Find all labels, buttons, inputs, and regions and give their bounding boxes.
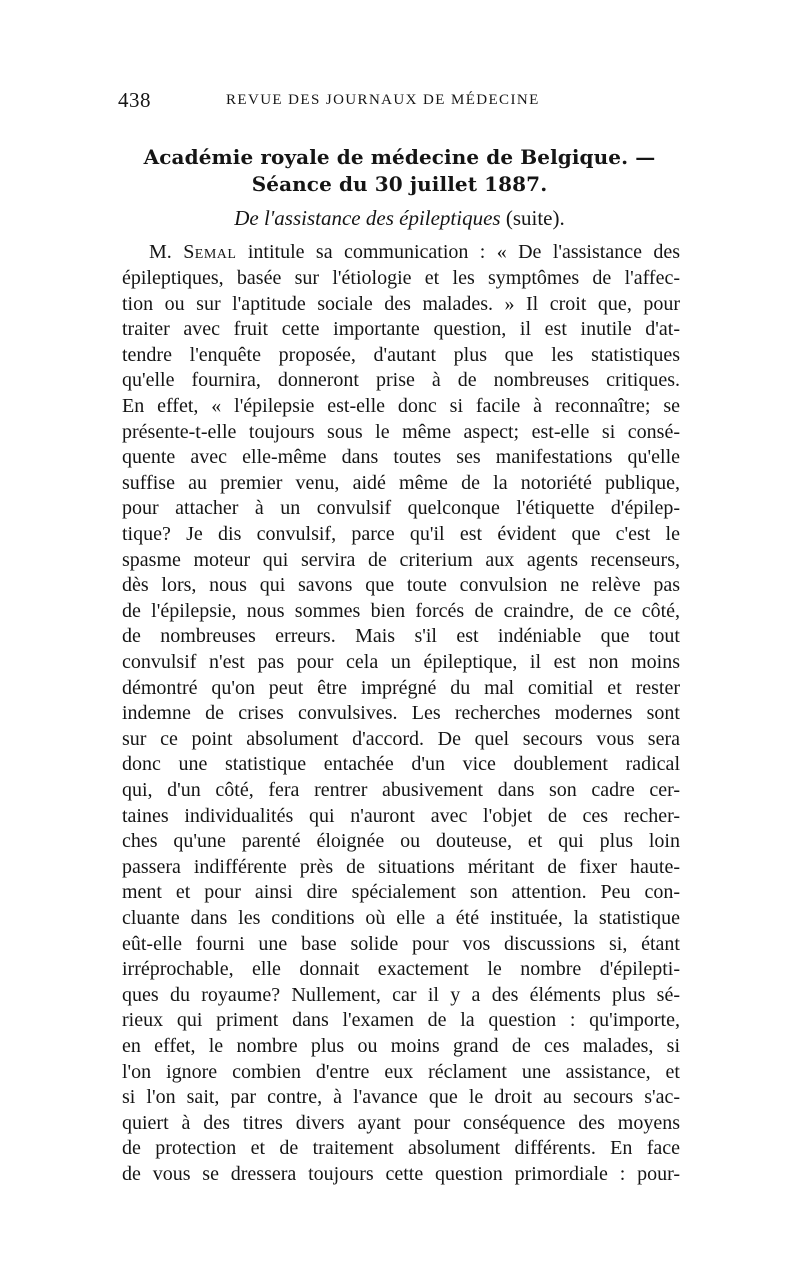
body-line: ment et pour ainsi dire spécialement son attention. Peu con-: [122, 881, 680, 904]
body-line: de vous se dressera toujours cette question primordiale : pour-: [122, 1163, 680, 1185]
body-line: de l'épilepsie, nous sommes bien forcés de craindre, de ce côté,: [122, 599, 680, 622]
body-line: ques du royaume? Nullement, car il y a des éléments plus sé-: [122, 983, 680, 1006]
body-line: en effet, le nombre plus ou moins grand de ces malades, si: [122, 1035, 680, 1057]
heading-line-2: Séance du 30 juillet 1887.: [251, 172, 548, 196]
page-number: 438: [118, 88, 151, 112]
body-line: taines individualités qui n'auront avec l'objet de ces recher-: [122, 804, 680, 827]
body-line: de nombreuses erreurs. Mais s'il est indéniable que tout: [122, 625, 680, 648]
body-line: rieux qui priment dans l'examen de la question : qu'importe,: [122, 1009, 680, 1032]
body-line: donc une statistique entachée d'un vice doublement radical: [122, 753, 680, 776]
body-line: passera indifférente près de situations méritant de fixer haute-: [122, 855, 680, 878]
body-line: démontré qu'on peut être imprégné du mal comitial et rester: [122, 676, 680, 699]
body-line: cluante dans les conditions où elle a été instituée, la statistique: [122, 907, 680, 929]
body-line: si l'on sait, par contre, à l'avance que le droit au secours s'ac-: [122, 1086, 680, 1109]
body-line: traiter avec fruit cette importante question, il est inutile d'at-: [122, 318, 680, 341]
body-line: quiert à des titres divers ayant pour conséquence des moyens: [122, 1111, 680, 1134]
article-heading: [112, 144, 687, 198]
body-line: tique? Je dis convulsif, parce qu'il est évident que c'est le: [122, 523, 680, 545]
body-line: qui, d'un côté, fera rentrer abusivement dans son cadre cer-: [122, 779, 680, 801]
body-line: ches qu'une parenté éloignée ou douteuse, et qui plus loin: [122, 830, 680, 853]
body-line: eût-elle fourni une base solide pour vos discussions si, étant: [122, 932, 680, 955]
body-first-line: [149, 240, 680, 265]
body-prefix: M.: [149, 241, 184, 263]
body-line: quente avec elle-même dans toutes ses manifestations qu'elle: [122, 446, 680, 469]
body-line: indemne de crises convulsives. Les recherches modernes sont: [122, 702, 680, 725]
subtitle-italic: De l'assistance des épileptiques: [234, 206, 501, 230]
body-line: convulsif n'est pas pour cela un épileptique, il est non moins: [122, 651, 680, 673]
body-line: pour attacher à un convulsif quelconque l'étiquette d'épilep-: [122, 497, 680, 520]
body-line: épileptiques, basée sur l'étiologie et les symptômes de l'affec-: [122, 267, 680, 289]
body-line: dès lors, nous qui savons que toute convulsion ne relève pas: [122, 574, 680, 597]
body-line: suffise au premier venu, aidé même de la notoriété publique,: [122, 471, 680, 494]
body-line: En effet, « l'épilepsie est-elle donc si facile à reconnaître; se: [122, 395, 680, 417]
body-line: irréprochable, elle donnait exactement le nombre d'épilepti-: [122, 958, 680, 981]
body-line: sur ce point absolument d'accord. De quel secours vous sera: [122, 727, 680, 750]
body-line: de protection et de traitement absolument différents. En face: [122, 1137, 680, 1160]
body-line: présente-t-elle toujours sous le même aspect; est-elle si consé-: [122, 420, 680, 443]
speaker-name: Semal: [183, 241, 237, 263]
body-line: tendre l'enquête proposée, d'autant plus que les statistiques: [122, 343, 680, 366]
body-line: l'on ignore combien d'entre eux réclament une assistance, et: [122, 1060, 680, 1083]
running-header: [118, 88, 678, 118]
body-line: qu'elle fournira, donneront prise à de nombreuses critiques.: [122, 369, 680, 392]
subtitle-suffix: (suite).: [500, 206, 565, 230]
heading-line-1: Académie royale de médecine de Belgique. —: [143, 145, 656, 169]
body-line: tion ou sur l'aptitude sociale des malades. » Il croit que, pour: [122, 292, 680, 315]
body-line: spasme moteur qui servira de criterium aux agents recenseurs,: [122, 548, 680, 571]
journal-title: REVUE DES JOURNAUX DE MÉDECINE: [226, 92, 540, 108]
body-first-line-rest: intitule sa communication : « De l'assistance des: [236, 241, 680, 263]
article-subtitle: [112, 205, 687, 231]
